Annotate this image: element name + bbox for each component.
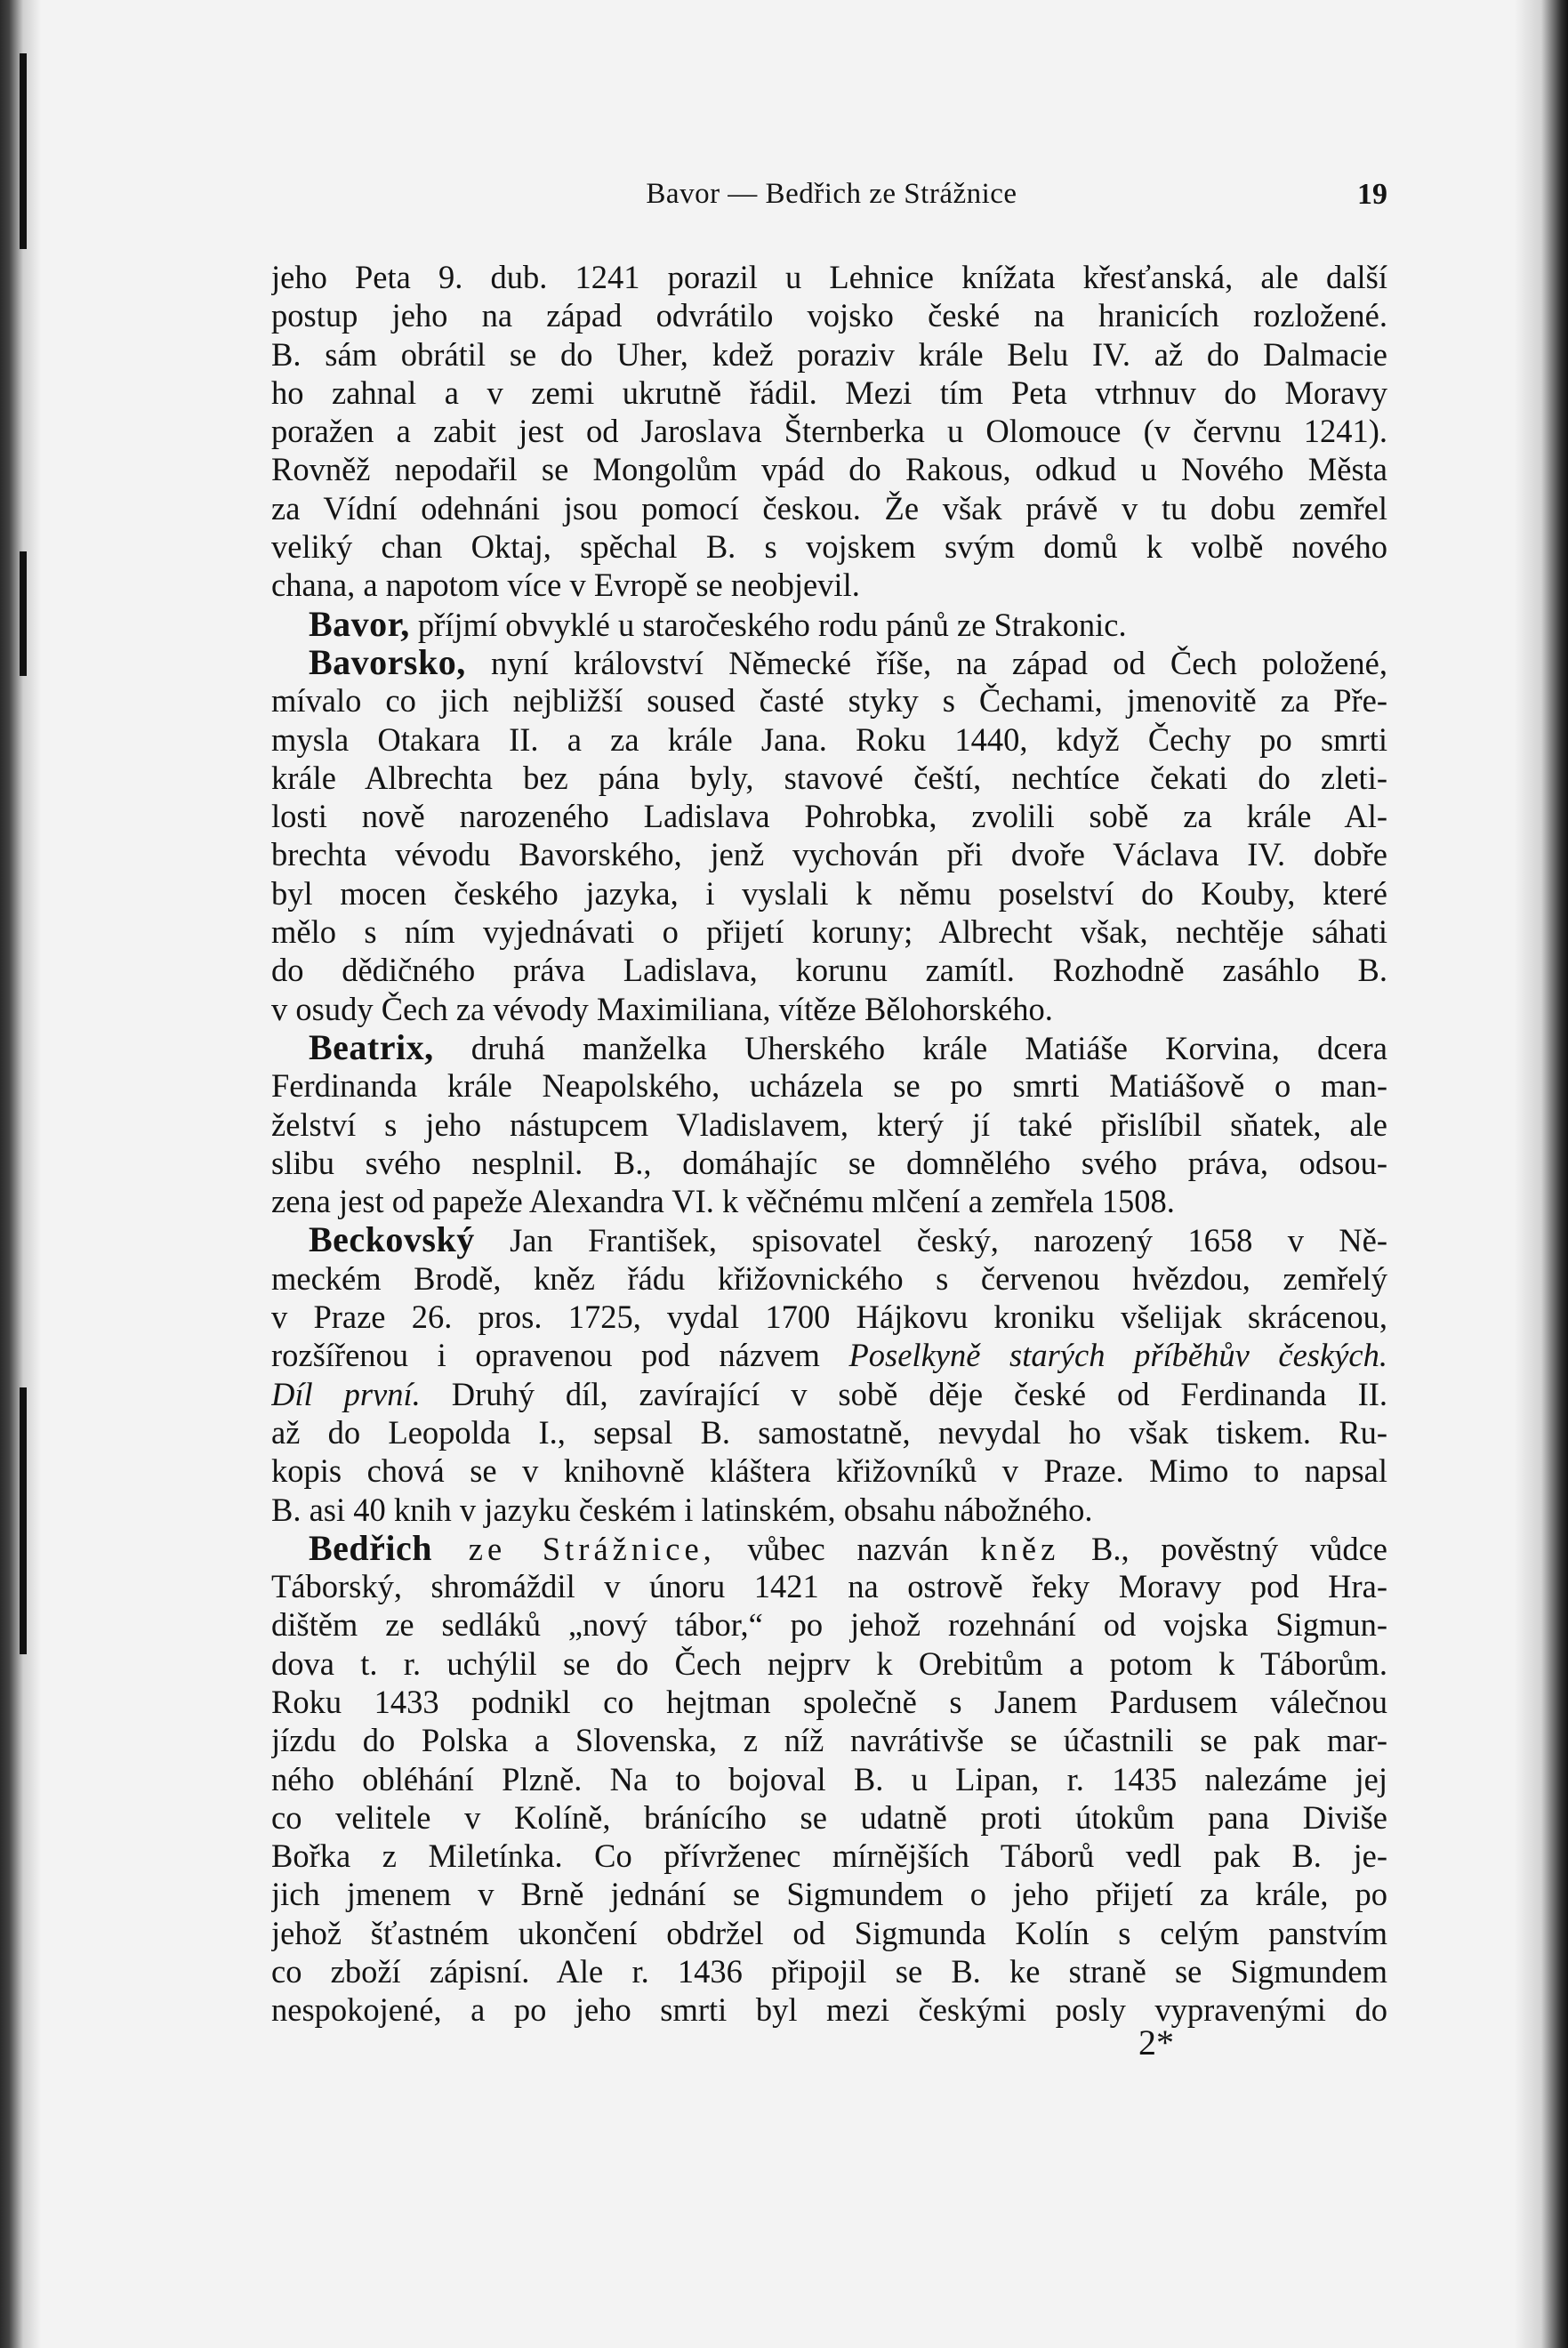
text-segment: Rovněž nepodařil se Mongolům vpád do Rakous, odkud u Nového Města xyxy=(271,451,1387,488)
text-line xyxy=(271,374,1387,412)
text-segment: poražen a zabit jest od Jaroslava Šternberka u Olomouce (v červnu 1241). xyxy=(271,413,1387,450)
text-line xyxy=(271,1106,1387,1144)
text-line xyxy=(271,1914,1387,1952)
text-segment: do dědičného práva Ladislava, korunu zamítl. Rozhodně zasáhlo B. xyxy=(271,952,1387,989)
text-line xyxy=(271,450,1387,488)
text-segment: Druhý díl, zavírající v sobě děje české od Ferdinanda II. xyxy=(420,1375,1387,1412)
text-segment: B., pověstný vůdce xyxy=(1059,1530,1387,1567)
text-segment: v Praze 26. pros. 1725, vydal 1700 Hájkovu kroniku všelijak skrácenou, xyxy=(271,1299,1387,1336)
text-line xyxy=(271,951,1387,989)
entry-start-line xyxy=(271,1529,1387,1567)
entry-start-line xyxy=(271,1220,1387,1258)
page-number: 19 xyxy=(1357,178,1387,211)
signature-mark: 2* xyxy=(1138,2022,1174,2063)
text-segment: dištěm ze sedláků „nový tábor,“ po jehož rozehnání od vojska Sigmun- xyxy=(271,1606,1387,1644)
text-line xyxy=(271,1875,1387,1913)
text-segment: slibu svého nesplnil. B., domáhajíc se domnělého svého práva, odsou- xyxy=(271,1144,1387,1181)
text-line xyxy=(271,489,1387,527)
text-line xyxy=(271,681,1387,720)
text-segment: ného obléhání Plzně. Na to bojoval B. u Lipan, r. 1435 nalezáme jej xyxy=(271,1760,1387,1797)
text-segment: chana, a napotom více v Evropě se neobjevil. xyxy=(271,567,860,604)
text-segment: kopis chová se v knihovně kláštera křižovníků v Praze. Mimo to napsal xyxy=(271,1452,1387,1490)
text-segment: mívalo co jich nejbližší soused časté styky s Čechami, jmenovitě za Pře- xyxy=(271,682,1387,720)
text-line xyxy=(271,835,1387,873)
body-text xyxy=(271,258,1387,2030)
text-segment: nyní království Německé říše, na západ od Čech položené, xyxy=(465,644,1387,681)
text-segment: nespokojené, a po jeho smrti byl mezi českými posly vypravenými do xyxy=(271,1991,1387,2029)
binding-mark xyxy=(20,53,27,249)
text-line xyxy=(271,1760,1387,1798)
text-line xyxy=(271,1644,1387,1683)
text-line xyxy=(271,1721,1387,1759)
text-segment: B. asi 40 knih v jazyku českém i latinském, obsahu nábožného. xyxy=(271,1491,1093,1528)
text-line xyxy=(271,1837,1387,1875)
text-line xyxy=(271,1798,1387,1837)
text-line xyxy=(271,1259,1387,1298)
text-segment: mysla Otakara II. a za krále Jana. Roku 1440, když Čechy po smrti xyxy=(271,720,1387,758)
text-segment: želství s jeho nástupcem Vladislavem, který jí také přislíbil sňatek, ale xyxy=(271,1106,1387,1143)
binding-mark xyxy=(20,1387,27,1654)
text-segment: losti nově narozeného Ladislava Pohrobka, zvolili sobě za krále Al- xyxy=(271,798,1387,835)
text-line xyxy=(271,1451,1387,1490)
text-segment: veliký chan Oktaj, spěchal B. s vojskem svým domů k volbě nového xyxy=(271,528,1387,566)
entry-start-line xyxy=(271,643,1387,681)
text-line xyxy=(271,1144,1387,1182)
running-title: Bavor — Bedřich ze Strážnice xyxy=(646,178,1017,210)
italic-title: Poselkyně starých příběhův českých. xyxy=(848,1337,1387,1374)
spaced-text: ze Strážnice, xyxy=(432,1530,716,1567)
text-segment: ho zahnal a v zemi ukrutně řádil. Mezi tím Peta vtrhnuv do Moravy xyxy=(271,374,1387,411)
text-line xyxy=(271,1990,1387,2029)
text-segment: Táborský, shromáždil v únoru 1421 na ostrově řeky Moravy pod Hra- xyxy=(271,1568,1387,1605)
text-line xyxy=(271,1683,1387,1721)
text-segment: byl mocen českého jazyka, i vyslali k němu poselství do Kouby, které xyxy=(271,874,1387,912)
text-segment: B. sám obrátil se do Uher, kdež poraziv krále Belu IV. až do Dalmacie xyxy=(271,335,1387,373)
text-line xyxy=(271,296,1387,334)
entry-headword: Bedřich xyxy=(309,1528,433,1568)
entry-headword: Beatrix, xyxy=(309,1027,434,1067)
text-segment: jeho Peta 9. dub. 1241 porazil u Lehnice knížata křesťanská, ale další xyxy=(271,259,1387,295)
text-line xyxy=(271,258,1387,296)
text-line xyxy=(271,1182,1387,1220)
text-segment: krále Albrechta bez pána byly, stavové čeští, nechtíce čekati do zleti- xyxy=(271,759,1387,796)
text-line xyxy=(271,1413,1387,1451)
text-segment: v osudy Čech za vévody Maximiliana, vítěze Bělohorského. xyxy=(271,990,1053,1027)
text-segment: co zboží zápisní. Ale r. 1436 připojil se B. ke straně se Sigmundem xyxy=(271,1953,1387,1990)
text-segment: jízdu do Polska a Slovenska, z níž navrátivše se účastnili se pak mar- xyxy=(271,1722,1387,1759)
text-segment: dova t. r. uchýlil se do Čech nejprv k Orebitům a potom k Táborům. xyxy=(271,1644,1387,1682)
text-line xyxy=(271,412,1387,450)
text-line xyxy=(271,1066,1387,1105)
text-segment: rozšířenou i opravenou pod názvem xyxy=(271,1337,849,1374)
text-segment: až do Leopolda I., sepsal B. samostatně, nevydal ho však tiskem. Ru- xyxy=(271,1413,1387,1451)
text-segment: druhá manželka Uherského krále Matiáše Korvina, dcera xyxy=(433,1029,1387,1066)
entry-start-line xyxy=(271,605,1387,643)
italic-title: Díl první. xyxy=(271,1375,421,1412)
text-line xyxy=(271,990,1387,1028)
text-line xyxy=(271,913,1387,951)
page-edge-shadow xyxy=(1515,0,1568,2348)
entry-headword: Bavor, xyxy=(309,604,410,643)
text-line xyxy=(271,759,1387,797)
text-segment: jich jmenem v Brně jednání se Sigmundem o jeho přijetí za krále, po xyxy=(271,1876,1387,1913)
entry-headword: Bavorsko, xyxy=(309,642,466,682)
text-line xyxy=(271,335,1387,374)
text-line xyxy=(271,1298,1387,1336)
text-segment: meckém Brodě, kněz řádu křižovnického s červenou hvězdou, zemřelý xyxy=(271,1259,1387,1297)
entry-start-line xyxy=(271,1028,1387,1066)
text-line xyxy=(271,797,1387,835)
text-line xyxy=(271,527,1387,566)
text-line xyxy=(271,1336,1387,1374)
text-line xyxy=(271,874,1387,913)
text-segment: co velitele v Kolíně, bránícího se udatně proti útokům pana Diviše xyxy=(271,1798,1387,1836)
text-segment: za Vídní odehnáni jsou pomocí českou. Že však právě v tu dobu zemřel xyxy=(271,489,1387,527)
text-line xyxy=(271,1567,1387,1605)
binding-mark xyxy=(20,551,27,676)
entry-headword: Beckovský xyxy=(309,1220,475,1259)
text-segment: jehož šťastném ukončení obdržel od Sigmunda Kolín s celým panstvím xyxy=(271,1914,1387,1951)
text-segment: Roku 1433 podnikl co hejtman společně s Janem Pardusem válečnou xyxy=(271,1683,1387,1720)
spaced-text: kněz xyxy=(980,1530,1060,1567)
text-line xyxy=(271,1375,1387,1413)
text-line xyxy=(271,1952,1387,1990)
book-spine-shadow xyxy=(0,0,41,2348)
text-segment: brechta vévodu Bavorského, jenž vychován při dvoře Václava IV. dobře xyxy=(271,836,1387,873)
text-line xyxy=(271,1605,1387,1644)
text-segment: příjmí obvyklé u staročeského rodu pánů ze Strakonic. xyxy=(409,606,1127,643)
text-segment: Ferdinanda krále Neapolského, ucházela se po smrti Matiášově o man- xyxy=(271,1067,1387,1105)
text-segment: Bořka z Miletínka. Co přívrženec mírnějších Táborů vedl pak B. je- xyxy=(271,1837,1387,1875)
text-line xyxy=(271,566,1387,604)
page-header xyxy=(276,178,1387,221)
text-segment: vůbec nazván xyxy=(715,1530,981,1567)
text-segment: Jan František, spisovatel český, narozený 1658 v Ně- xyxy=(474,1222,1387,1259)
text-line xyxy=(271,1491,1387,1529)
text-line xyxy=(271,720,1387,759)
text-segment: postup jeho na západ odvrátilo vojsko české na hranicích rozložené. xyxy=(271,297,1387,334)
text-segment: zena jest od papeže Alexandra VI. k věčnému mlčení a zemřela 1508. xyxy=(271,1183,1175,1220)
text-segment: mělo s ním vyjednávati o přijetí koruny; Albrecht však, nechtěje sáhati xyxy=(271,913,1387,951)
